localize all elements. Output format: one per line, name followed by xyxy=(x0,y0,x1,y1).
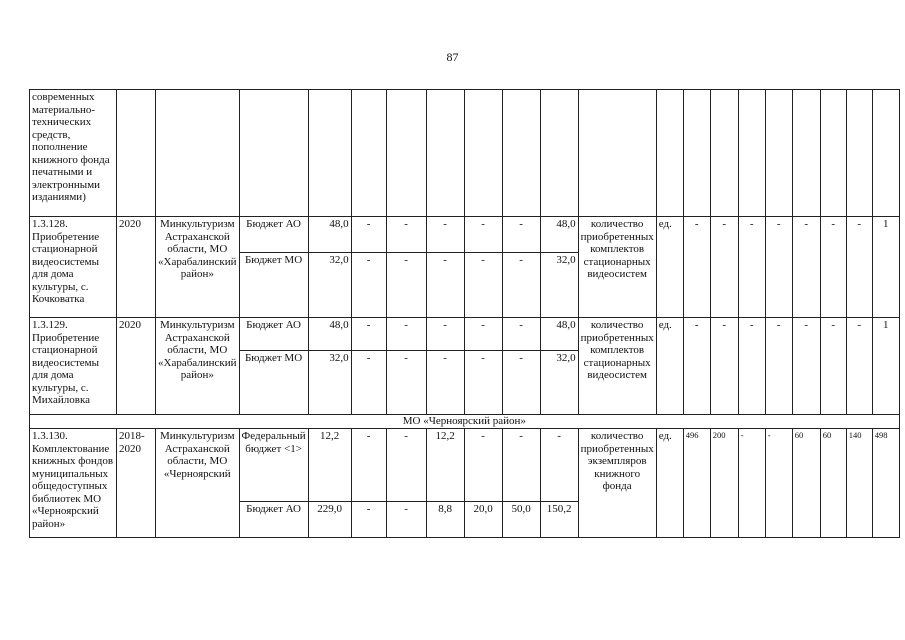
indicator-value: - xyxy=(738,429,765,538)
indicator-value: - xyxy=(765,217,792,318)
funding-value: - xyxy=(386,217,426,253)
funding-value: - xyxy=(502,318,540,351)
measure-executor: Минкультуризм Астраханской области, МО «Харабалинский район» xyxy=(156,217,240,318)
funding-value: - xyxy=(351,318,386,351)
funding-value: - xyxy=(426,318,464,351)
indicator-value: - xyxy=(846,217,872,318)
indicator-value: 496 xyxy=(683,429,710,538)
indicator-value: - xyxy=(765,429,792,538)
measure-description: современных материально-технических средств, пополнение книжного фонда печатными и электронными изданиями) xyxy=(30,90,117,217)
indicator-unit: ед. xyxy=(656,217,683,318)
indicator-value: - xyxy=(765,318,792,415)
funding-value: - xyxy=(386,351,426,415)
funding-value: - xyxy=(502,217,540,253)
indicator-value: 140 xyxy=(846,429,872,538)
indicator-value: - xyxy=(683,217,710,318)
indicator-name: количество приобретенных комплектов стационарных видеосистем xyxy=(578,217,656,318)
indicator-value: - xyxy=(820,217,846,318)
measure-description: 1.3.129. Приобретение стационарной видеосистемы для дома культуры, с. Михайловка xyxy=(30,318,117,415)
table-row xyxy=(30,217,900,253)
table-row xyxy=(30,429,900,502)
funding-total: 12,2 xyxy=(308,429,351,502)
funding-value: - xyxy=(351,502,386,538)
funding-value: - xyxy=(351,351,386,415)
funding-value: - xyxy=(426,253,464,318)
indicator-value: - xyxy=(792,217,820,318)
indicator-name: количество приобретенных комплектов стационарных видеосистем xyxy=(578,318,656,415)
indicator-value: 200 xyxy=(710,429,738,538)
indicator-name: количество приобретенных экземпляров книжного фонда xyxy=(578,429,656,538)
funding-value: - xyxy=(502,253,540,318)
table-row xyxy=(30,415,900,429)
indicator-value: - xyxy=(710,217,738,318)
funding-total: 32,0 xyxy=(308,253,351,318)
table-row xyxy=(30,318,900,351)
indicator-value: - xyxy=(738,318,765,415)
funding-value: - xyxy=(502,429,540,502)
funding-value: 12,2 xyxy=(426,429,464,502)
measure-year: 2018-2020 xyxy=(117,429,156,538)
indicator-value: 498 xyxy=(872,429,899,538)
indicator-value: 1 xyxy=(872,217,899,318)
indicator-value: - xyxy=(792,318,820,415)
indicator-value: - xyxy=(738,217,765,318)
funding-value: 8,8 xyxy=(426,502,464,538)
funding-value: - xyxy=(464,318,502,351)
funding-value: - xyxy=(426,351,464,415)
measure-year: 2020 xyxy=(117,318,156,415)
funding-total: 229,0 xyxy=(308,502,351,538)
funding-source: Бюджет МО xyxy=(239,351,308,415)
indicator-unit: ед. xyxy=(656,318,683,415)
indicator-value: 60 xyxy=(792,429,820,538)
funding-value: - xyxy=(386,253,426,318)
indicator-value: - xyxy=(820,318,846,415)
funding-source: Бюджет АО xyxy=(239,217,308,253)
funding-value: - xyxy=(351,253,386,318)
funding-value: - xyxy=(351,429,386,502)
funding-value: 48,0 xyxy=(540,217,578,253)
funding-value: - xyxy=(351,217,386,253)
funding-value: - xyxy=(464,253,502,318)
funding-source: Бюджет АО xyxy=(239,502,308,538)
measure-description: 1.3.130. Комплектование книжных фондов муниципальных общедоступных библиотек МО «Черноярский район» xyxy=(30,429,117,538)
funding-value: - xyxy=(540,429,578,502)
measure-executor: Минкультуризм Астраханской области, МО «Харабалинский район» xyxy=(156,318,240,415)
funding-value: - xyxy=(464,217,502,253)
measure-executor: Минкультуризм Астраханской области, МО «Черноярский xyxy=(156,429,240,538)
funding-value: - xyxy=(464,351,502,415)
funding-total: 48,0 xyxy=(308,217,351,253)
funding-source: Бюджет АО xyxy=(239,318,308,351)
funding-value: - xyxy=(426,217,464,253)
indicator-value: - xyxy=(710,318,738,415)
funding-value: 20,0 xyxy=(464,502,502,538)
table-row xyxy=(30,90,900,217)
funding-value: - xyxy=(386,429,426,502)
funding-value: 48,0 xyxy=(540,318,578,351)
indicator-value: - xyxy=(683,318,710,415)
indicator-value: - xyxy=(846,318,872,415)
funding-value: - xyxy=(386,318,426,351)
funding-source: Бюджет МО xyxy=(239,253,308,318)
funding-total: 32,0 xyxy=(308,351,351,415)
funding-value: 32,0 xyxy=(540,351,578,415)
funding-value: 150,2 xyxy=(540,502,578,538)
funding-source: Федеральный бюджет <1> xyxy=(239,429,308,502)
program-table xyxy=(29,89,900,538)
funding-total: 48,0 xyxy=(308,318,351,351)
funding-value: - xyxy=(386,502,426,538)
measure-description: 1.3.128. Приобретение стационарной видеосистемы для дома культуры, с. Кочковатка xyxy=(30,217,117,318)
funding-value: - xyxy=(464,429,502,502)
funding-value: - xyxy=(502,351,540,415)
indicator-value: 60 xyxy=(820,429,846,538)
indicator-unit: ед. xyxy=(656,429,683,538)
funding-value: 50,0 xyxy=(502,502,540,538)
section-title: МО «Черноярский район» xyxy=(30,415,900,429)
measure-year: 2020 xyxy=(117,217,156,318)
page-number: 87 xyxy=(446,50,459,64)
funding-value: 32,0 xyxy=(540,253,578,318)
indicator-value: 1 xyxy=(872,318,899,415)
